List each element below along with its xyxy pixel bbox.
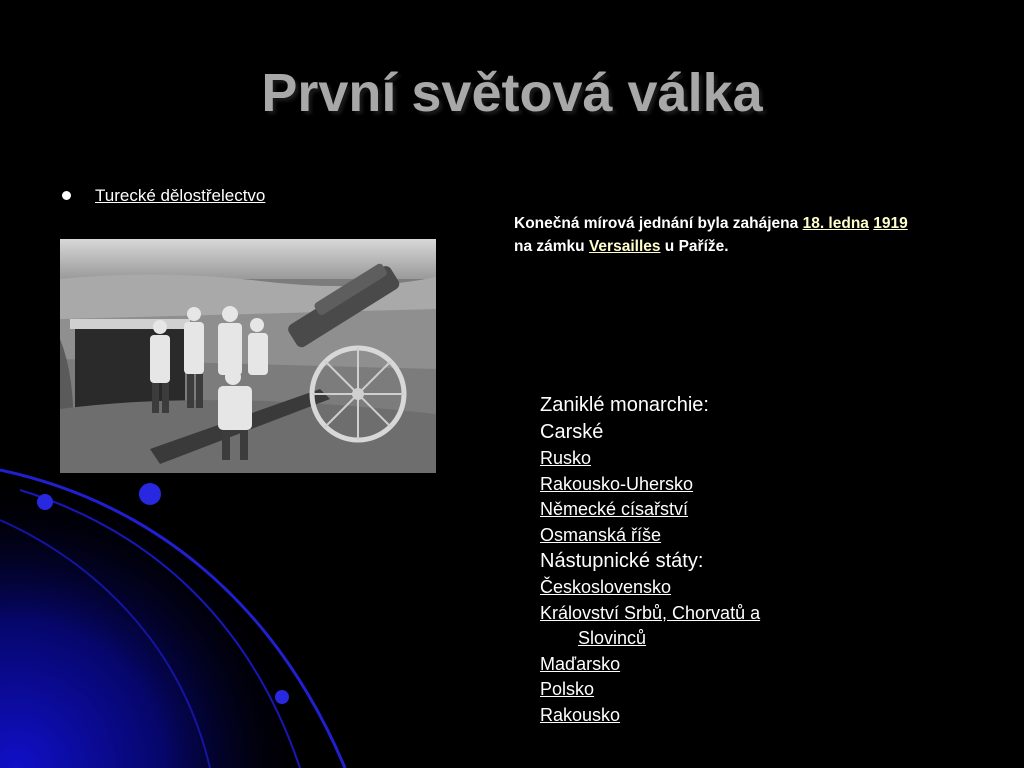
list-heading: Zaniklé monarchie: bbox=[540, 394, 709, 416]
artillery-photo-drawing bbox=[60, 239, 436, 473]
successor-heading: Nástupnické státy: bbox=[540, 550, 704, 572]
bullet-item bbox=[62, 186, 265, 206]
link-ceskoslovensko[interactable]: Československo bbox=[540, 577, 672, 597]
link-rakousko[interactable]: Rakousko bbox=[540, 704, 621, 725]
link-turkish-artillery[interactable]: Turecké dělostřelectvo bbox=[95, 186, 266, 205]
peace-conference-text bbox=[514, 212, 924, 258]
slide-title: První světová válka bbox=[261, 63, 763, 123]
info-suffix: u Paříže. bbox=[660, 238, 729, 255]
info-prefix: Konečná mírová jednání byla zahájena bbox=[514, 215, 803, 232]
link-madarsko[interactable]: Maďarsko bbox=[540, 653, 621, 674]
artillery-photo bbox=[60, 239, 436, 473]
link-nemecke-cisarstvi[interactable]: Německé císařství bbox=[540, 499, 689, 519]
link-kralovstvi-shs-cont[interactable]: Slovinců bbox=[578, 628, 647, 648]
list-sub-heading: Carské bbox=[540, 421, 604, 443]
states-list bbox=[540, 392, 860, 728]
link-date[interactable]: 18. ledna bbox=[802, 215, 869, 232]
link-year[interactable]: 1919 bbox=[873, 215, 908, 232]
link-osmanska-rise[interactable]: Osmanská říše bbox=[540, 524, 662, 545]
link-rusko[interactable]: Rusko bbox=[540, 448, 592, 468]
link-rakousko-uhersko[interactable]: Rakousko-Uhersko bbox=[540, 473, 694, 494]
bullet-dot-icon bbox=[62, 191, 71, 200]
link-kralovstvi-shs[interactable]: Království Srbů, Chorvatů a bbox=[540, 602, 761, 623]
info-middle: na zámku bbox=[514, 238, 589, 255]
link-polsko[interactable]: Polsko bbox=[540, 679, 595, 699]
link-versailles[interactable]: Versailles bbox=[588, 238, 661, 255]
